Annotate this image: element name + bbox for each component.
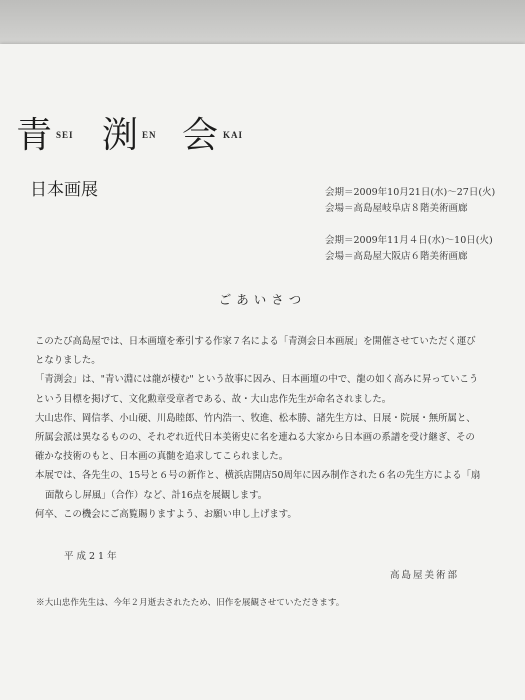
title-char-sei: 青: [16, 115, 53, 156]
title-char-en: 渕: [102, 115, 139, 156]
gifu-venue: 会場＝高島屋岐阜店８階美術画廊: [325, 203, 468, 214]
greeting-body: [33, 332, 493, 524]
body-line: という目標を掲げて、文化勲章受章者である、故・大山忠作先生が命名されました。: [35, 393, 392, 405]
letter-signature: 高島屋美術部: [390, 570, 460, 581]
title-romaji-kai: KAI: [223, 130, 244, 140]
osaka-period: 会期＝2009年11月４日(水)〜10日(火): [325, 235, 493, 246]
osaka-venue: 会場＝高島屋大阪店６階美術画廊: [325, 251, 468, 262]
body-line: 確かな技術のもと、日本画の真髄を追求してこられました。: [35, 451, 289, 463]
letter-date: 平成21年: [64, 551, 120, 562]
greeting-heading: ごあいさつ: [218, 292, 307, 307]
body-line: 面散らし屏風」（合作）など、計16点を展観します。: [45, 489, 268, 501]
title-romaji-en: EN: [142, 130, 157, 140]
title-char-kai: 会: [182, 115, 219, 156]
body-line: 大山忠作、岡信孝、小山硬、川島睦郎、竹内浩一、牧進、松本勝、諸先生方は、日展・院展・無所属と、: [35, 412, 476, 424]
gifu-period: 会期＝2009年10月21日(水)〜27日(火): [325, 187, 496, 198]
body-line: 「青渕会」は、"青い淵には龍が棲む" という故事に因み、日本画壇の中で、龍の如く高みに昇っていこう: [35, 374, 479, 386]
body-line: となりました。: [35, 355, 101, 367]
title-romaji-sei: SEI: [56, 130, 74, 140]
exhibition-subtitle: 日本画展: [30, 180, 98, 200]
body-line: 本展では、各先生の、15号と６号の新作と、横浜店開店50周年に因み制作された６名の先生方による「扇: [35, 470, 481, 482]
body-line: 所属会派は異なるものの、それぞれ近代日本美術史に名を連ねる大家から日本画の系譜を受け継ぎ、その: [35, 432, 475, 444]
body-line: 何卒、この機会にご高覧賜りますよう、お願い申し上げます。: [35, 508, 297, 520]
footnote: ※大山忠作先生は、今年２月逝去されたため、旧作を展観させていただきます。: [36, 598, 345, 608]
body-line: このたび高島屋では、日本画壇を牽引する作家７名による「青渕会日本画展」を開催させていただく運び: [35, 336, 476, 347]
background-surface: [0, 0, 525, 44]
osaka-exhibition-info: [325, 233, 493, 265]
gifu-exhibition-info: [325, 185, 495, 217]
